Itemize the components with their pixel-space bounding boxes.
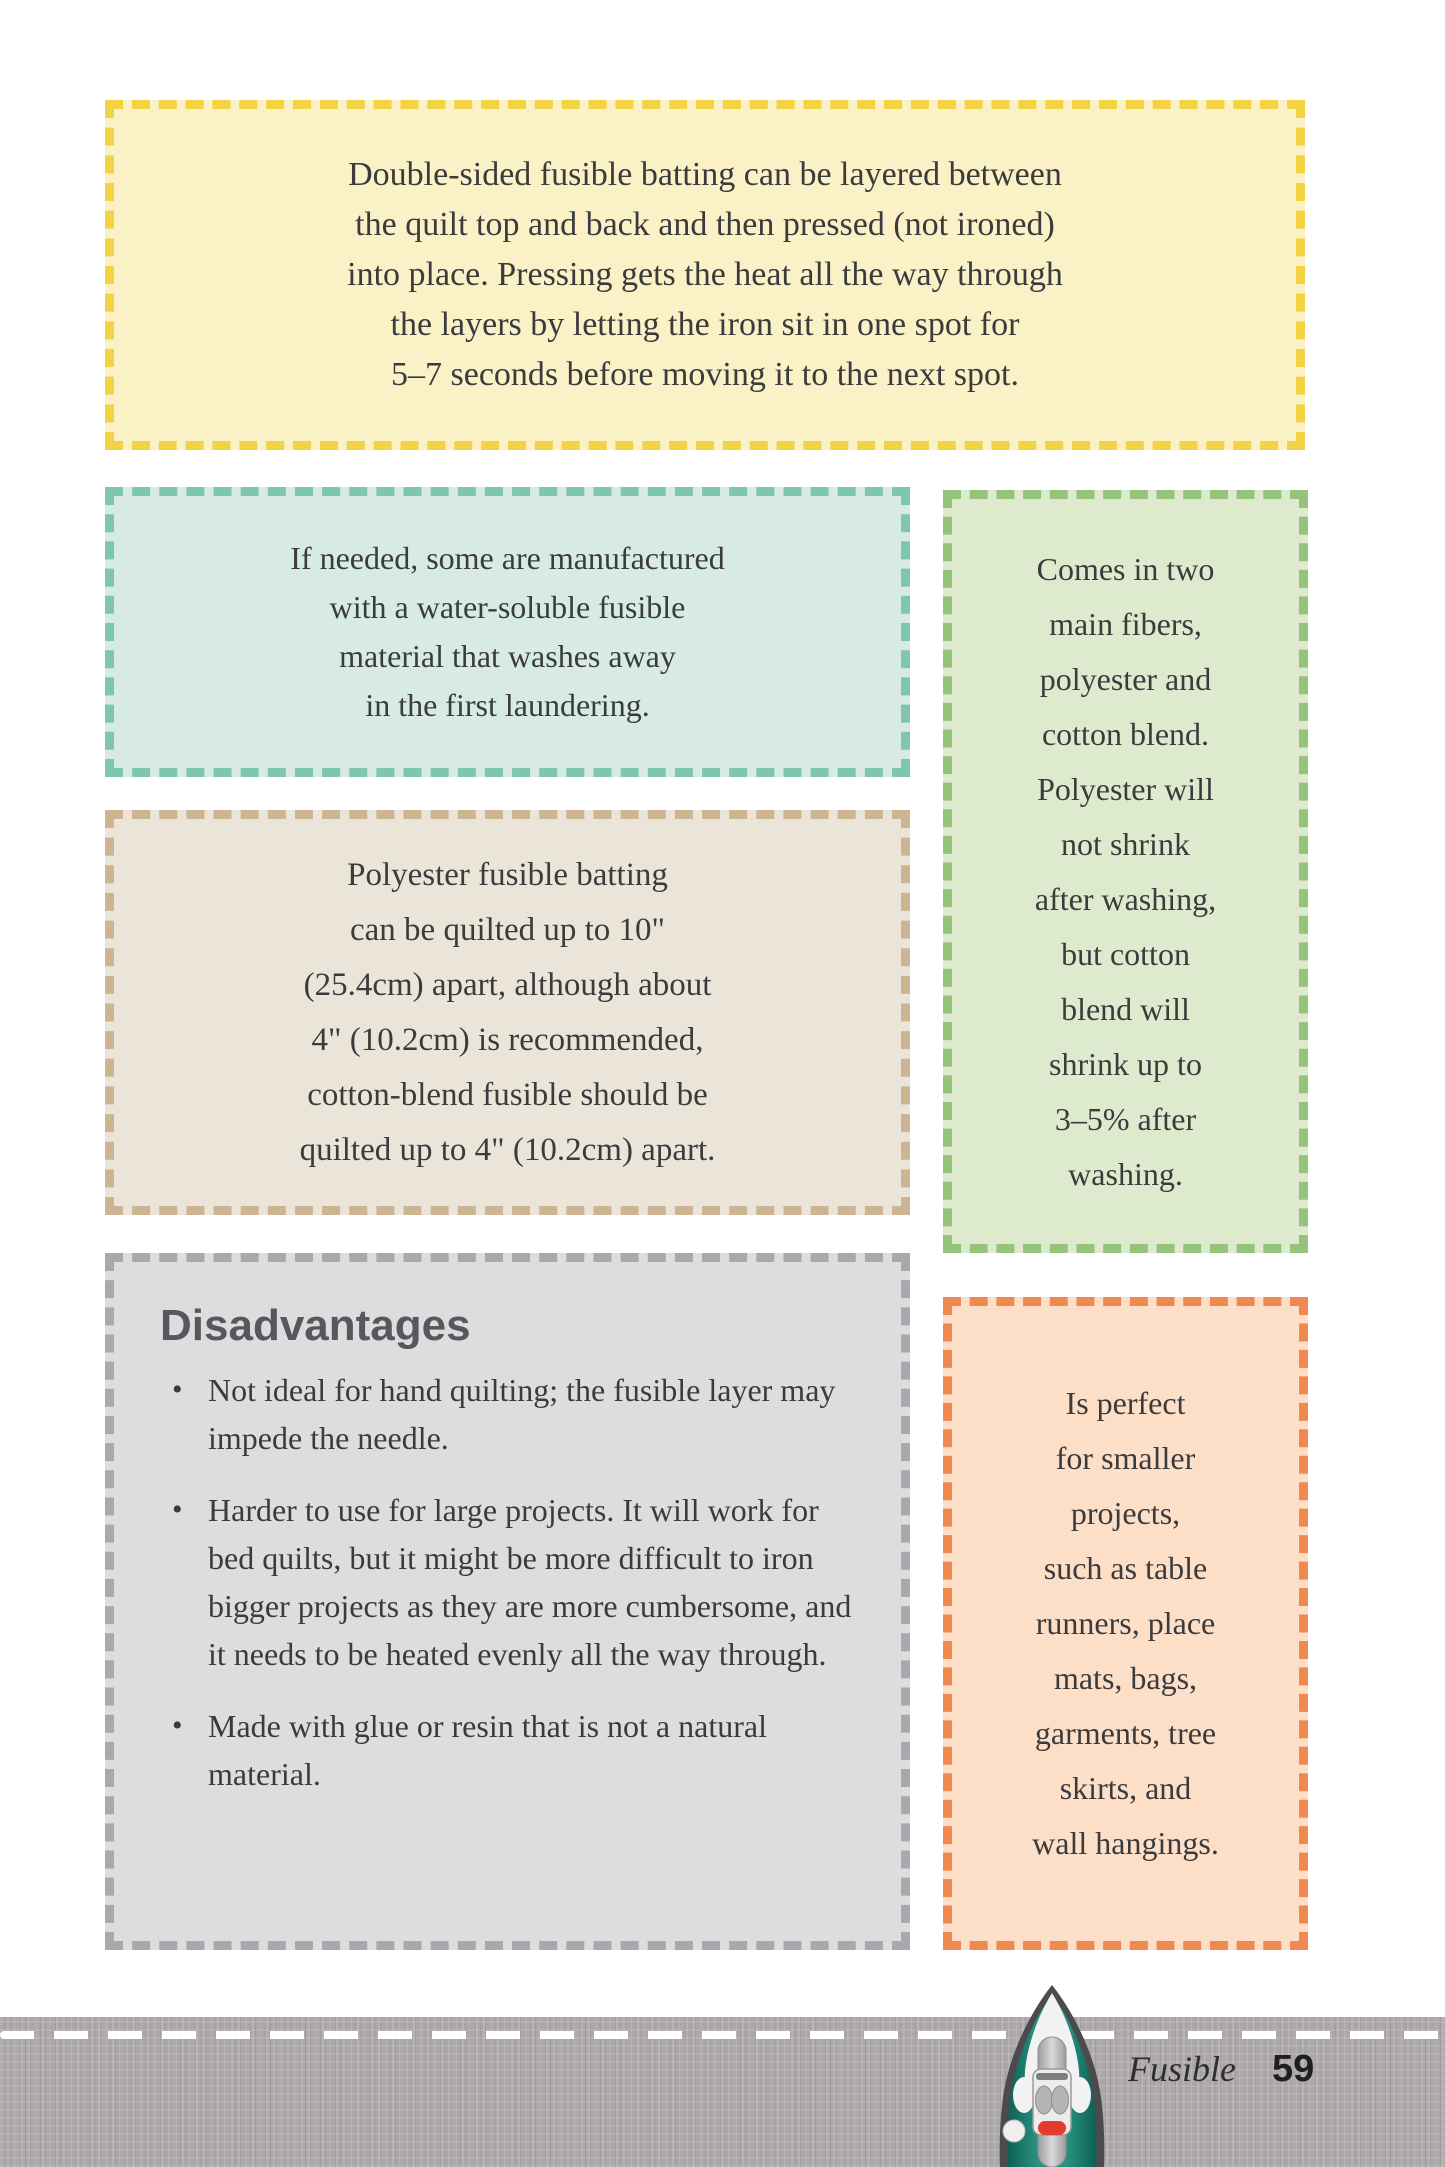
stitch-dashed-line — [0, 2031, 1445, 2039]
tip-box-quilting-distance-text — [114, 848, 901, 1178]
tip-box-projects — [943, 1297, 1308, 1950]
disadvantages-box — [105, 1253, 910, 1950]
tip-box-pressing — [105, 100, 1305, 450]
list-item: • Not ideal for hand quilting; the fusible layer may impede the needle. — [164, 1366, 861, 1462]
text-line: main fibers, — [1049, 605, 1202, 642]
text-line: not shrink — [1061, 825, 1190, 862]
text-line: in the first laundering. — [365, 687, 650, 723]
tip-box-quilting-distance — [105, 810, 910, 1215]
text-line: runners, place — [1035, 1605, 1216, 1641]
text-line: with a water-soluble fusible — [329, 589, 686, 625]
text-line: 5–7 seconds before moving it to the next spot. — [391, 356, 1019, 393]
text-line: material that washes away — [339, 638, 676, 674]
text-line: Comes in two — [1036, 550, 1215, 587]
disadvantages-heading: Disadvantages — [160, 1301, 471, 1350]
text-line: Is perfect — [1065, 1385, 1186, 1421]
text-line: wall hangings. — [1032, 1825, 1219, 1861]
text-line: mats, bags, — [1053, 1660, 1198, 1696]
text-line: garments, tree — [1034, 1715, 1217, 1751]
tip-box-projects-text — [952, 1376, 1299, 1871]
text-line: If needed, some are manufactured — [290, 540, 725, 576]
text-line: for smaller — [1055, 1440, 1196, 1476]
footer-section-label: Fusible — [1128, 2049, 1236, 2089]
tip-box-pressing-text — [114, 150, 1296, 400]
tip-box-fibers-text — [952, 542, 1299, 1202]
footer-fabric-strip — [0, 2017, 1445, 2167]
text-line: shrink up to — [1049, 1045, 1202, 1082]
text-line: skirts, and — [1059, 1770, 1192, 1806]
text-line: washing. — [1068, 1155, 1183, 1192]
list-item: • Harder to use for large projects. It will work for bed quilts, but it might be more difficult to iron bigger projects as they are more cumbersome, and it needs to be heated evenly all the way through. — [164, 1486, 861, 1678]
text-line: projects, — [1070, 1495, 1181, 1531]
text-line: the quilt top and back and then pressed (not ironed) — [355, 206, 1055, 243]
text-line: Double-sided fusible batting can be layered between — [348, 156, 1062, 193]
text-line: 3–5% after — [1054, 1100, 1197, 1137]
text-line: into place. Pressing gets the heat all the way through — [347, 256, 1063, 293]
text-line: can be quilted up to 10" — [350, 911, 665, 948]
disadvantages-list — [160, 1366, 861, 1822]
text-line: polyester and — [1039, 660, 1212, 697]
tip-box-water-soluble — [105, 487, 910, 777]
text-line: the layers by letting the iron sit in one spot for — [390, 306, 1020, 343]
text-line: Polyester fusible batting — [347, 856, 668, 893]
footer-caption — [1128, 2048, 1314, 2091]
list-item: • Made with glue or resin that is not a natural material. — [164, 1702, 861, 1798]
text-line: after washing, — [1034, 880, 1217, 917]
tip-box-fibers — [943, 490, 1308, 1253]
page-number: 59 — [1271, 2048, 1315, 2090]
text-line: such as table — [1043, 1550, 1208, 1586]
text-line: blend will — [1061, 990, 1190, 1027]
text-line: 4" (10.2cm) is recommended, — [311, 1021, 704, 1058]
text-line: cotton blend. — [1041, 715, 1210, 752]
text-line: but cotton — [1061, 935, 1190, 972]
text-line: Polyester will — [1037, 770, 1214, 807]
text-line: quilted up to 4" (10.2cm) apart. — [299, 1131, 716, 1168]
iron-icon — [978, 1983, 1126, 2167]
tip-box-water-soluble-text — [114, 534, 901, 730]
text-line: cotton-blend fusible should be — [307, 1076, 708, 1113]
text-line: (25.4cm) apart, although about — [303, 966, 712, 1003]
